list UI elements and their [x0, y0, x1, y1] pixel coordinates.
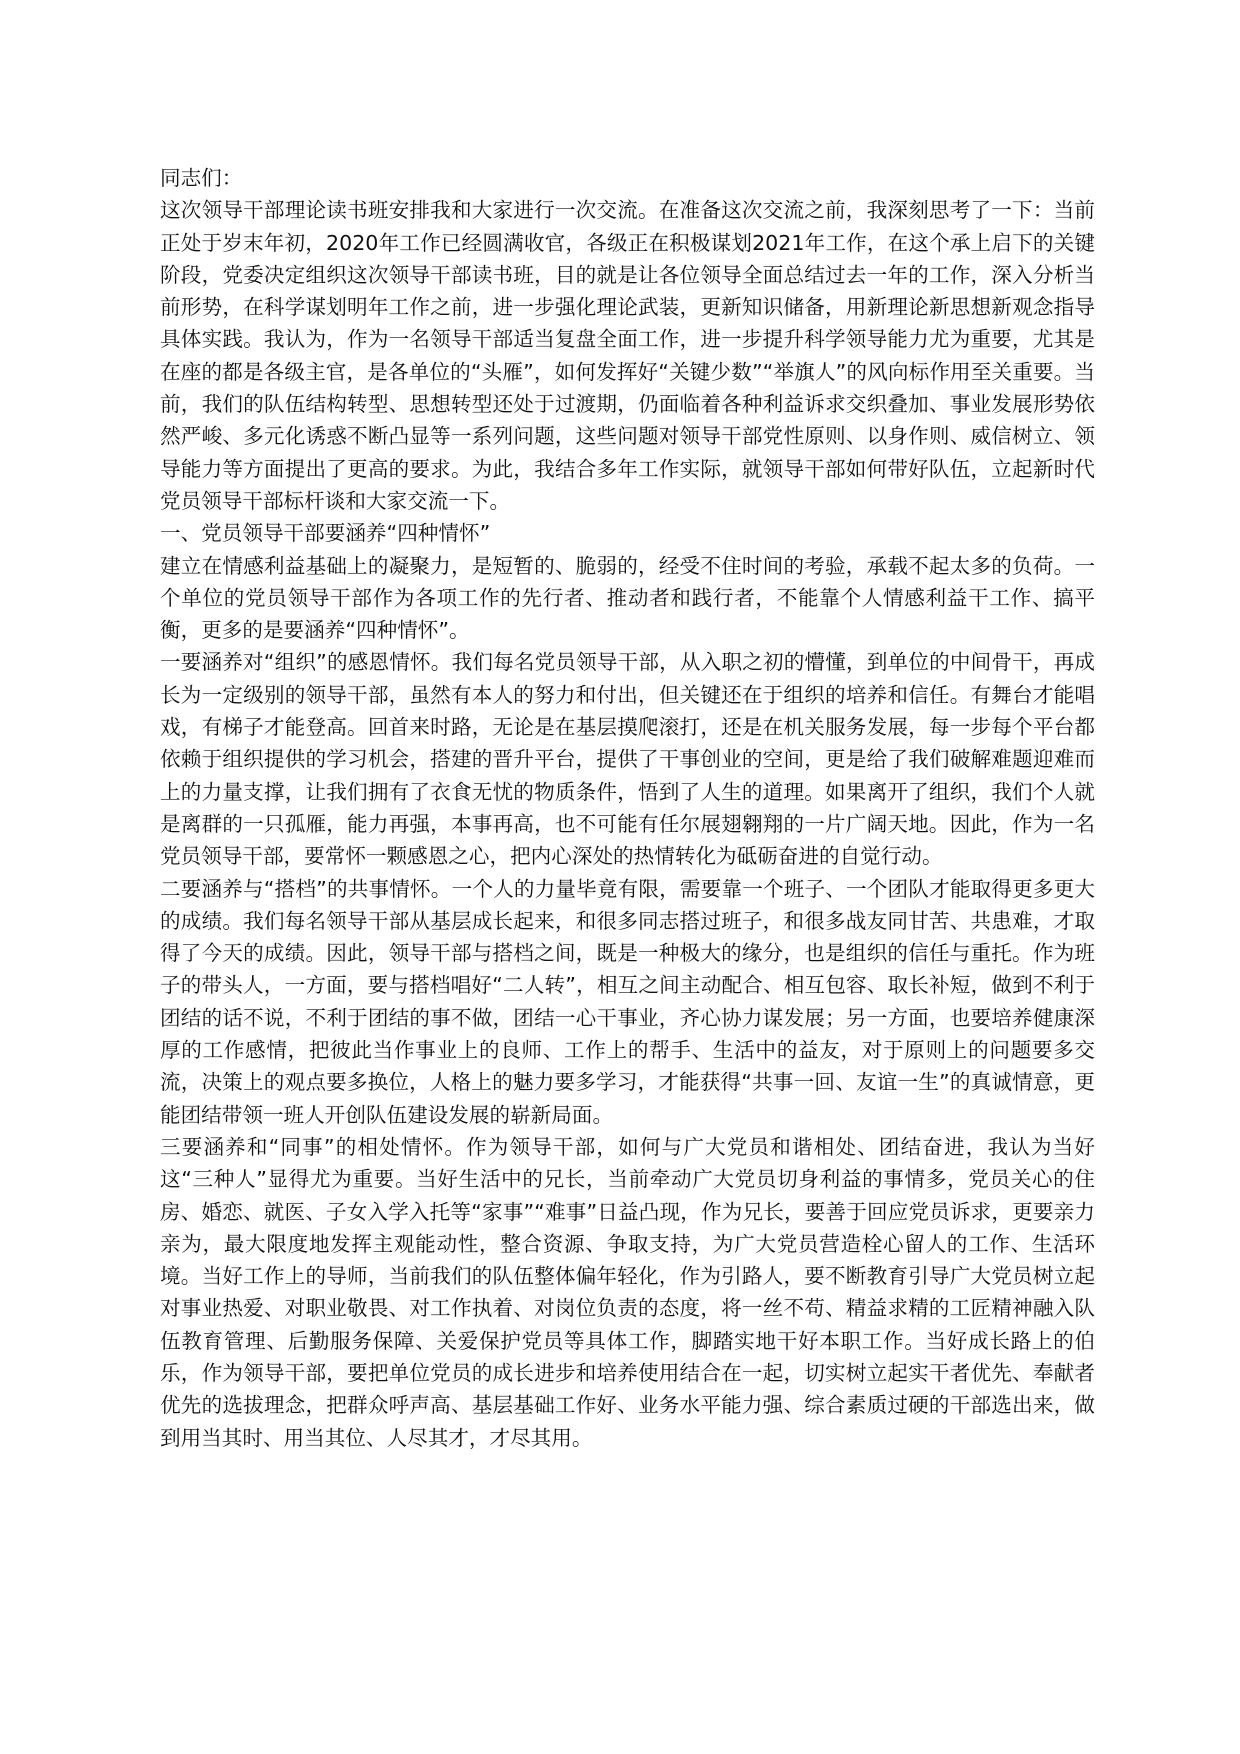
colleague-paragraph: 三要涵养和“同事”的相处情怀。作为领导干部，如何与广大党员和谐相处、团结奋进，我认为当好这“三种人”显得尤为重要。当好生活中的兄长，当前牵动广大党员切身利益的事情多，党员关心的住房、婚恋、就医、子女入学入托等“家事”“难事”日益凸现，作为兄长，要善于回应党员诉求，更要亲力亲为，最大限度地发挥主观能动性，整合资源、争取支持，为广大党员营造栓心留人的工作、生活环境。当好工作上的导师，当前我们的队伍整体偏年轻化，作为引路人，要不断教育引导广大党员树立起对事业热爱、对职业敬畏、对工作执着、对岗位负责的态度，将一丝不苟、精益求精的工匠精神融入队伍教育管理、后勤服务保障、关爱保护党员等具体工作，脚踏实地干好本职工作。当好成长路上的伯乐，作为领导干部，要把单位党员的成长进步和培养使用结合在一起，切实树立起实干者优先、奉献者优先的选拔理念，把群众呼声高、基层基础工作好、业务水平能力强、综合素质过硬的干部选出来，做到用当其时、用当其位、人尽其才，才尽其用。: [160, 1134, 1095, 1450]
gratitude-paragraph: 一要涵养对“组织”的感恩情怀。我们每名党员领导干部，从入职之初的懵懂，到单位的中间骨干，再成长为一定级别的领导干部，虽然有本人的努力和付出，但关键还在于组织的培养和信任。有舞台才能唱戏，有梯子才能登高。回首来时路，无论是在基层摸爬滚打，还是在机关服务发展，每一步每个平台都依赖于组织提供的学习机会，搭建的晋升平台，提供了干事创业的空间，更是给了我们破解难题迎难而上的力量支撑，让我们拥有了衣食无忧的物质条件，悟到了人生的道理。如果离开了组织，我们个人就是离群的一只孤雁，能力再强，本事再高，也不可能有任尔展翅翱翔的一片广阔天地。因此，作为一名党员领导干部，要常怀一颗感恩之心，把内心深处的热情转化为砥砺奋进的自觉行动。: [160, 650, 1095, 869]
section-heading: 一、党员领导干部要涵养“四种情怀”: [160, 521, 491, 546]
salutation: 同志们：: [160, 166, 243, 190]
partner-paragraph: 二要涵养与“搭档”的共事情怀。一个人的力量毕竟有限，需要靠一个班子、一个团队才能取得更多更大的成绩。我们每名领导干部从基层成长起来，和很多同志搭过班子，和很多战友同甘苦、共患难，才取得了今天的成绩。因此，领导干部与搭档之间，既是一种极大的缘分，也是组织的信任与重托。作为班子的带头人，一方面，要与搭档唱好“二人转”，相互之间主动配合、相互包容、取长补短，做到不利于团结的话不说，不利于团结的事不做，团结一心干事业，齐心协力谋发展；另一方面，也要培养健康深厚的工作感情，把彼此当作事业上的良师、工作上的帮手、生活中的益友，对于原则上的问题要多交流，决策上的观点要多换位，人格上的魅力要多学习，才能获得“共事一回、友谊一生”的真诚情意，更能团结带领一班人开创队伍建设发展的崭新局面。: [160, 876, 1095, 1127]
document-body: [160, 162, 1095, 1454]
intro-paragraph: 这次领导干部理论读书班安排我和大家进行一次交流。在准备这次交流之前，我深刻思考了一下：当前正处于岁末年初，2020年工作已经圆满收官，各级正在积极谋划2021年工作，在这个承上启下的关键阶段，党委决定组织这次领导干部读书班，目的就是让各位领导全面总结过去一年的工作，深入分析当前形势，在科学谋划明年工作之前，进一步强化理论武装，更新知识储备，用新理论新思想新观念指导具体实践。我认为，作为一名领导干部适当复盘全面工作，进一步提升科学领导能力尤为重要，尤其是在座的都是各级主官，是各单位的“头雁”，如何发挥好“关键少数”“举旗人”的风向标作用至关重要。当前，我们的队伍结构转型、思想转型还处于过渡期，仍面临着各种利益诉求交织叠加、事业发展形势依然严峻、多元化诱惑不断凸显等一系列问题，这些问题对领导干部党性原则、以身作则、威信树立、领导能力等方面提出了更高的要求。为此，我结合多年工作实际，就领导干部如何带好队伍，立起新时代党员领导干部标杆谈和大家交流一下。: [160, 198, 1095, 513]
section-intro-paragraph: 建立在情感利益基础上的凝聚力，是短暂的、脆弱的，经受不住时间的考验，承载不起太多的负荷。一个单位的党员领导干部作为各项工作的先行者、推动者和践行者，不能靠个人情感利益干工作、搞平衡，更多的是要涵养“四种情怀”。: [160, 553, 1095, 643]
